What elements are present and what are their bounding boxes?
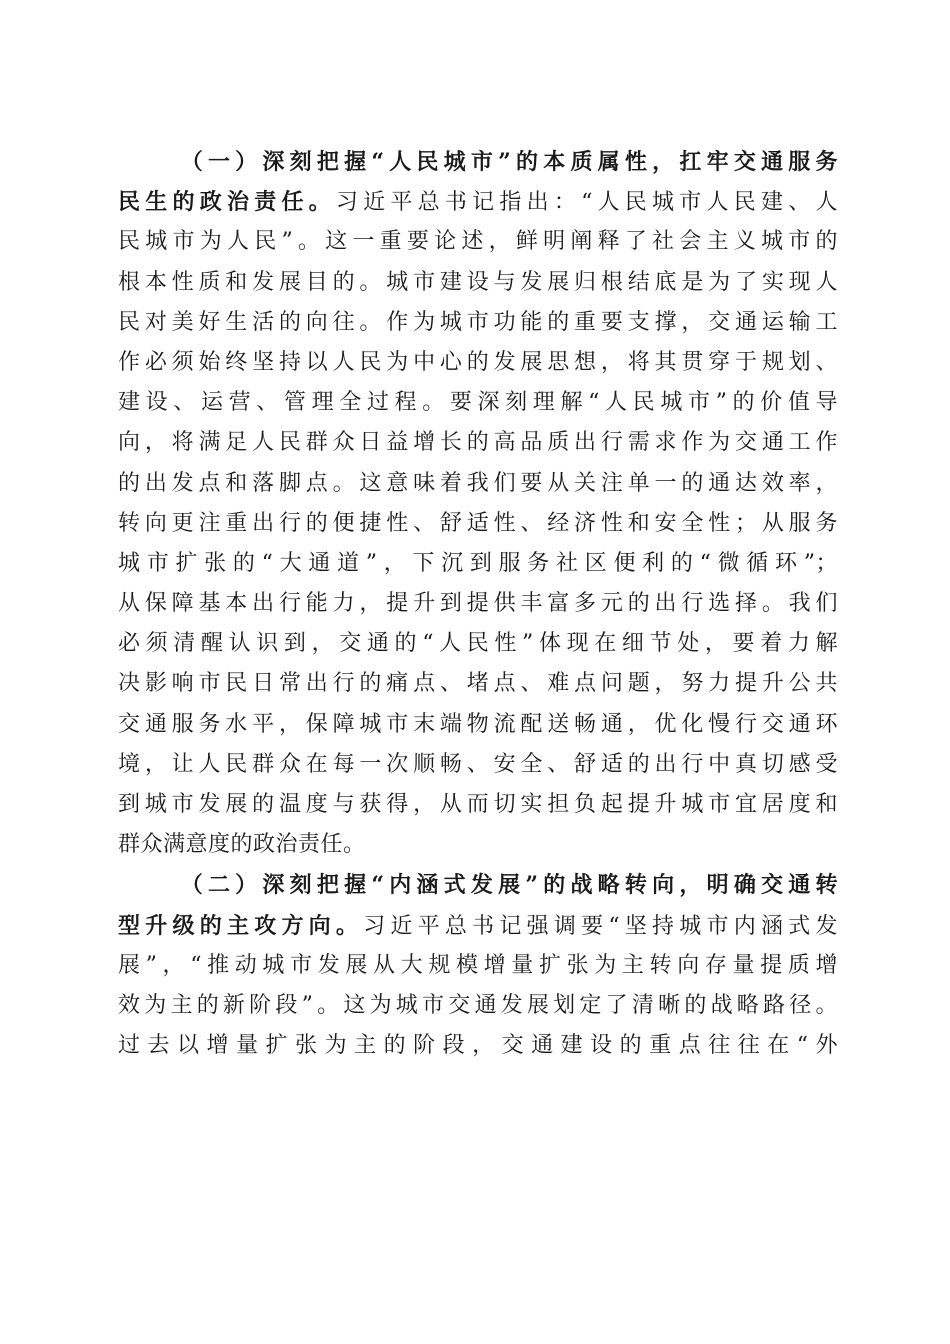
- body-text: 习近平总书记指出：“人民城市人民建、人: [335, 190, 838, 216]
- section-heading: 型升级的主攻方向。: [118, 912, 364, 939]
- section-heading: （一）深刻把握“人民城市”的本质属性，扛牢交通服务: [176, 149, 838, 175]
- text-line: 展”，“推动城市发展从大规模增量扩张为主转向存量提质增: [118, 952, 838, 978]
- text-line: 建设、运营、管理全过程。要深刻理解“人民城市”的价值导: [118, 390, 838, 416]
- text-line: [118, 142, 838, 182]
- text-line: 民对美好生活的向往。作为城市功能的重要支撑，交通运输工: [118, 309, 838, 335]
- body-text: 习近平总书记强调要“坚持城市内涵式发: [363, 913, 838, 939]
- text-line: 向，将满足人民群众日益增长的高品质出行需求作为交通工作: [118, 430, 838, 456]
- text-line: 的出发点和落脚点。这意味着我们要从关注单一的通达效率，: [118, 470, 838, 496]
- text-line: 决影响市民日常出行的痛点、堵点、难点问题，努力提升公共: [118, 671, 838, 697]
- text-line: 城市扩张的“大通道”，下沉到服务社区便利的“微循环”；: [118, 550, 838, 576]
- text-line: 过去以增量扩张为主的阶段，交通建设的重点往往在“外: [118, 1033, 838, 1059]
- text-line: 交通服务水平，保障城市末端物流配送畅通，优化慢行交通环: [118, 711, 838, 737]
- text-line: 作必须始终坚持以人民为中心的发展思想，将其贯穿于规划、: [118, 349, 838, 375]
- text-line: 群众满意度的政治责任。: [118, 832, 366, 858]
- text-line: 根本性质和发展目的。城市建设与发展归根结底是为了实现人: [118, 269, 838, 295]
- text-line: [118, 865, 838, 905]
- text-line: 境，让人民群众在每一次顺畅、安全、舒适的出行中真切感受: [118, 751, 838, 777]
- section-heading: （二）深刻把握“内涵式发展”的战略转向，明确交通转: [176, 872, 838, 899]
- text-line: [118, 906, 838, 946]
- document-body: [118, 142, 838, 1066]
- text-line: [118, 182, 838, 222]
- text-line: 民城市为人民”。这一重要论述，鲜明阐释了社会主义城市的: [118, 229, 838, 255]
- section-heading: 民生的政治责任。: [118, 189, 336, 216]
- text-line: 到城市发展的温度与获得，从而切实担负起提升城市宜居度和: [118, 792, 838, 817]
- text-line: 转向更注重出行的便捷性、舒适性、经济性和安全性；从服务: [118, 510, 838, 536]
- text-line: 从保障基本出行能力，提升到提供丰富多元的出行选择。我们: [118, 591, 838, 617]
- text-line: 效为主的新阶段”。这为城市交通发展划定了清晰的战略路径。: [118, 992, 838, 1018]
- text-line: 必须清醒认识到，交通的“人民性”体现在细节处，要着力解: [118, 631, 838, 657]
